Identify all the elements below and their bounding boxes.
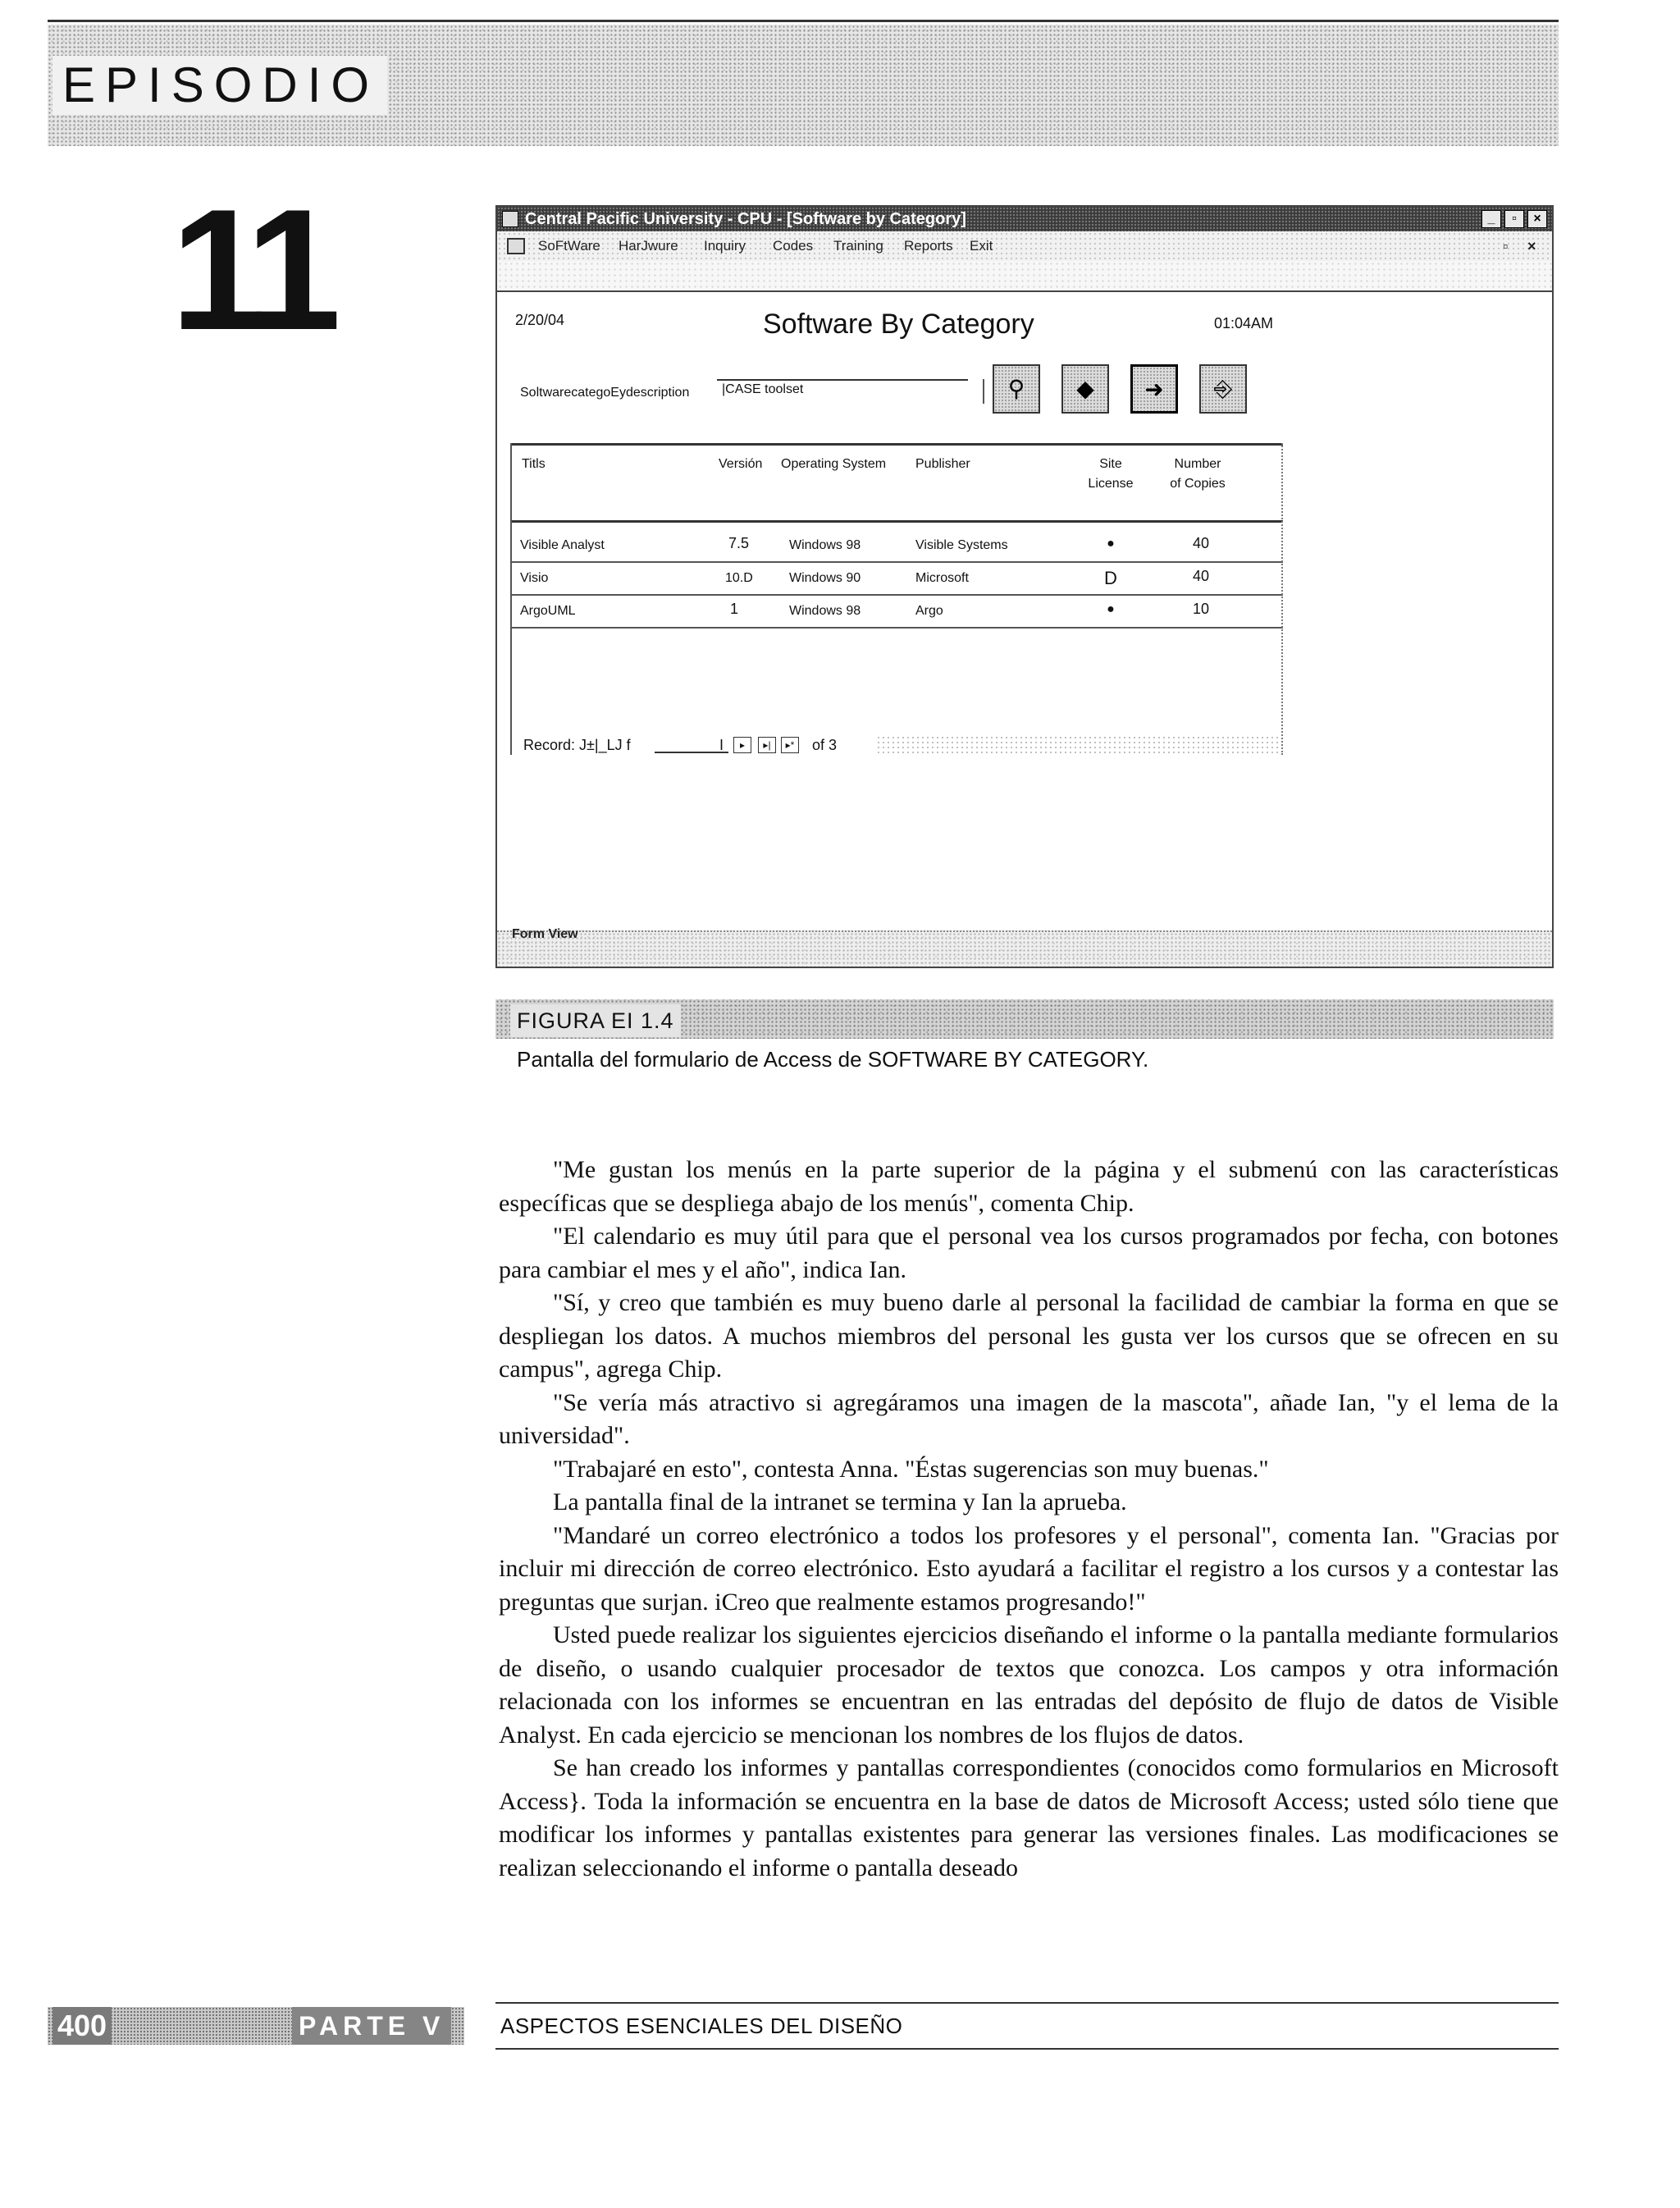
next-record-icon[interactable]: ▸ — [733, 737, 751, 753]
form-title: Software By Category — [763, 309, 1034, 340]
paragraph: Se han creado los informes y pantallas correspondientes (conocidos como formularios en Microsoft Access}. Toda la información se encuentra en la base de datos de Microsoft Access; usted sólo tiene que modificar los informes y pantallas existentes para generar las versiones finales. Las modificaciones se realizan seleccionando el informe o pantalla deseado — [499, 1754, 1559, 1881]
menu-inquiry[interactable]: Inquiry — [704, 238, 746, 254]
header-number: Number — [1174, 457, 1221, 471]
episode-label: EPISODIO — [52, 56, 387, 115]
header-copies — [1148, 455, 1247, 494]
menu-training[interactable]: Training — [833, 238, 883, 254]
row-3-version: 1 — [730, 601, 739, 617]
row-2-os: Windows 90 — [789, 571, 861, 585]
window-title: Central Pacific University - CPU - [Software by Category] — [525, 210, 966, 228]
row-rule — [512, 627, 1283, 629]
paragraph: La pantalla final de la intranet se termina y Ian la aprueba. — [553, 1488, 1127, 1515]
toolbar-strip — [497, 261, 1552, 292]
restore-icon[interactable]: ▫ — [1504, 210, 1524, 228]
menu-codes[interactable]: Codes — [773, 238, 814, 254]
header-publisher: Publisher — [915, 457, 970, 471]
episode-number: 11 — [171, 173, 330, 366]
row-1-os: Windows 98 — [789, 538, 861, 552]
header-version: Versión — [719, 457, 763, 471]
row-3-license: ● — [1107, 602, 1115, 616]
app-icon — [502, 211, 518, 227]
exit-door-icon: ⎆ — [1213, 376, 1233, 401]
menu-reports[interactable]: Reports — [904, 238, 953, 254]
new-record-icon[interactable]: ▸* — [781, 737, 799, 753]
record-bar-fill — [876, 735, 1281, 755]
paragraph: Usted puede realizar los siguientes ejercicios diseñando el informe o la pantalla mediante formularios de diseño, o usando cualquier procesador de textos que conozca. Los campos y otra información relacionada con los informes se encuentran en las entradas del depósito de flujo de datos de Visible Analyst. En cada ejercicio se mencionan los nombres de los flujos de datos. — [499, 1621, 1559, 1749]
form-time: 01:04AM — [1214, 315, 1274, 331]
row-1-version: 7.5 — [728, 535, 750, 551]
status-text: Form View — [512, 927, 578, 941]
row-2-publisher: Microsoft — [915, 571, 969, 585]
binoculars-icon: ⚲ — [1007, 376, 1025, 401]
header-title: Titls — [522, 457, 546, 471]
menu-exit[interactable]: Exit — [970, 238, 993, 254]
header-license: License — [1088, 477, 1134, 491]
paragraph: "Sí, y creo que también es muy bueno darle al personal la facilidad de cambiar la forma en que se despliegan los datos. A muchos miembros del personal les gusta ver los cursos que se ofrecen en su campus", agrega Chip. — [499, 1289, 1559, 1383]
row-2-title: Visio — [520, 571, 549, 585]
header-site: Site — [1099, 457, 1122, 471]
close-icon[interactable]: × — [1527, 210, 1547, 228]
previous-button[interactable] — [1061, 364, 1109, 414]
running-title: ASPECTOS ESENCIALES DEL DISEÑO — [500, 2014, 903, 2038]
row-1-license: ● — [1107, 537, 1115, 551]
category-field-label: SoltwarecategoEydescription — [520, 386, 690, 400]
paragraph: "Me gustan los menús en la parte superior de la página y el submenú con las características específicas que se despliega abajo de los menús", comenta Chip. — [499, 1156, 1559, 1217]
exit-button[interactable] — [1199, 364, 1247, 414]
row-2-copies: 40 — [1192, 568, 1210, 584]
header-os: Operating System — [781, 457, 887, 471]
body-text — [499, 1154, 1559, 1885]
minimize-icon[interactable]: _ — [1481, 210, 1501, 228]
row-3-os: Windows 98 — [789, 604, 861, 618]
footer-rule — [495, 2002, 1559, 2004]
next-arrow-icon: ➜ — [1144, 377, 1164, 402]
paragraph: "Se vería más atractivo si agregáramos una imagen de la mascota", añade Ian, "y el lema de la universidad". — [499, 1388, 1559, 1449]
record-navigator — [510, 734, 1281, 757]
row-3-publisher: Argo — [915, 604, 943, 618]
row-1-title: Visible Analyst — [520, 538, 605, 552]
category-dropdown-arrow[interactable] — [968, 379, 984, 404]
status-bar — [497, 930, 1552, 967]
part-label: PARTE V — [292, 2007, 451, 2045]
menu-hardware[interactable]: HarJwure — [619, 238, 678, 254]
paragraph: "El calendario es muy útil para que el personal vea los cursos programados por fecha, con botones para cambiar el mes y el año", indica Ian. — [499, 1223, 1559, 1283]
table-right-border — [1281, 443, 1283, 755]
table-top-rule — [512, 443, 1283, 446]
figure-label: FIGURA EI 1.4 — [510, 1004, 681, 1037]
row-rule — [512, 561, 1283, 563]
form-icon — [507, 238, 525, 254]
footer-bottom-rule — [495, 2048, 1559, 2050]
find-button[interactable] — [993, 364, 1040, 414]
header-rule — [512, 520, 1283, 523]
back-arrow-icon: ◆ — [1076, 376, 1094, 401]
next-button[interactable] — [1130, 364, 1178, 414]
record-number-field[interactable]: I — [655, 734, 728, 753]
menu-bar — [497, 231, 1552, 261]
row-1-publisher: Visible Systems — [915, 538, 1008, 552]
header-site-license — [1070, 455, 1152, 494]
header-of-copies: of Copies — [1170, 477, 1226, 491]
last-record-icon[interactable]: ▸| — [758, 737, 776, 753]
menu-software[interactable]: SoFtWare — [538, 238, 600, 254]
paragraph: "Trabajaré en esto", contesta Anna. "Éstas sugerencias son muy buenas." — [553, 1455, 1269, 1483]
record-label: Record: J±|_LJ f — [523, 737, 631, 753]
window-titlebar — [497, 207, 1552, 231]
top-rule — [48, 20, 1559, 22]
paragraph: "Mandaré un correo electrónico a todos los profesores y el personal", comenta Ian. "Gracias por incluir mi dirección de correo electrónico. Esto ayudará a facilitar el registro a los cursos y a contestar las preguntas que surjan. iCreo que realmente estamos progresando!" — [499, 1521, 1559, 1616]
child-close-icon[interactable]: × — [1527, 238, 1536, 254]
row-3-title: ArgoUML — [520, 604, 576, 618]
row-1-copies: 40 — [1192, 535, 1210, 551]
category-field[interactable]: |CASE toolset — [717, 379, 968, 404]
record-count: of 3 — [812, 737, 838, 753]
figure-caption: Pantalla del formulario de Access de SOFTWARE BY CATEGORY. — [517, 1047, 1149, 1072]
access-window-screenshot — [495, 205, 1554, 968]
child-restore-icon[interactable]: ▫ — [1503, 238, 1509, 254]
page-number: 400 — [52, 2007, 112, 2045]
row-2-version: 10.D — [725, 571, 753, 585]
row-rule — [512, 594, 1283, 596]
row-3-copies: 10 — [1192, 601, 1210, 617]
form-date: 2/20/04 — [515, 312, 565, 328]
software-table — [510, 443, 1281, 755]
row-2-license: D — [1104, 568, 1117, 588]
